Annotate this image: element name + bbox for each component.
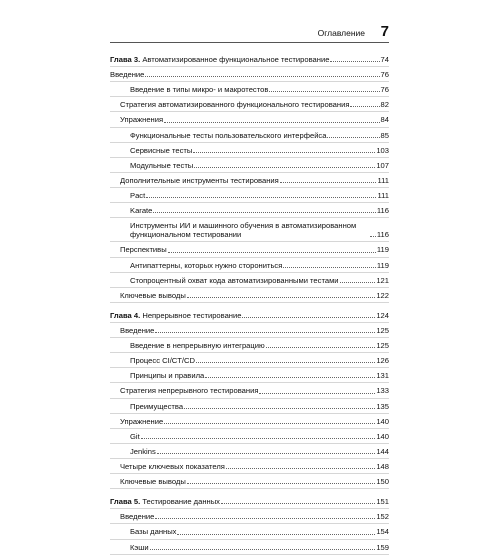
dot-leader [242, 317, 375, 318]
toc-entry [110, 97, 389, 112]
toc-page-number: 85 [380, 130, 389, 140]
toc-entry-text: Принципы и правила [130, 371, 205, 381]
toc-entry-text: Jenkins [130, 446, 156, 456]
toc-entry [110, 509, 389, 524]
toc-entry [110, 188, 389, 203]
toc-page-number: 131 [376, 371, 389, 381]
toc-page-number: 82 [380, 100, 389, 110]
toc-entry-text: Введение [110, 70, 145, 80]
toc-entry-title [130, 371, 204, 380]
dot-leader [155, 518, 375, 519]
toc-entry [110, 524, 389, 539]
toc-entry-text: Упражнение [120, 416, 164, 426]
dot-leader [327, 137, 379, 138]
toc-page-number: 140 [376, 431, 389, 441]
dot-leader [193, 152, 375, 153]
toc-entry [110, 52, 389, 67]
dot-leader [350, 106, 379, 107]
toc-entry [110, 128, 389, 143]
toc-page-number: 133 [376, 386, 389, 396]
toc-entry-text: Стратегия непрерывного тестирования [120, 386, 259, 396]
toc-entry-title [130, 402, 183, 411]
toc-entry-text: Автоматизированное функциональное тестирование [140, 55, 330, 64]
toc-entry [110, 273, 389, 288]
toc-entry-text: Базы данных [130, 527, 177, 537]
toc-entry [110, 414, 389, 429]
toc-page-number: 84 [380, 115, 389, 125]
toc-entry [110, 218, 389, 242]
toc-entry-text: Процесс CI/CT/CD [130, 356, 195, 366]
toc-page-number: 121 [376, 275, 389, 285]
dot-leader [187, 483, 376, 484]
toc-page-number: 119 [376, 260, 389, 270]
toc-entry-text: Pact [130, 190, 146, 200]
chapter-label: Глава 3. [110, 55, 141, 64]
toc-entry [110, 474, 389, 489]
toc-entry-text: Тестирование данных [140, 497, 220, 507]
dot-leader [184, 408, 375, 409]
toc-entry-text: Преимущества [130, 401, 184, 411]
toc-entry-text: Стратегия автоматизированного функционального тестирования [120, 100, 350, 110]
dot-leader [150, 549, 376, 550]
dot-leader [280, 182, 377, 183]
toc-page-number: 140 [376, 416, 389, 426]
dot-leader [145, 76, 379, 77]
toc-entry [110, 338, 389, 353]
toc-entry-title [130, 432, 140, 441]
toc-entry-text: Инструменты ИИ и машинного обучения в автоматизированном функциональном тестировании [130, 221, 357, 240]
dot-leader [259, 393, 375, 394]
toc-entry-title [120, 386, 258, 395]
toc-entry [110, 143, 389, 158]
dot-leader [283, 267, 376, 268]
dot-leader [266, 347, 376, 348]
toc-entry [110, 368, 389, 383]
toc-entry [110, 494, 389, 509]
toc-entry-text: Введение [120, 325, 155, 335]
page-number: 7 [380, 23, 389, 40]
toc-entry-title [130, 221, 369, 239]
toc-entry-text: Стопроцентный охват кода автоматизированными тестами [130, 275, 339, 285]
toc-entry-text: Сервисные тесты [130, 145, 193, 155]
toc-entry-title [120, 462, 225, 471]
dot-leader [187, 297, 376, 298]
toc-entry [110, 353, 389, 368]
toc-entry [110, 67, 389, 82]
toc-entry-title [110, 311, 241, 320]
dot-leader [205, 377, 375, 378]
toc-entry-title [120, 100, 349, 109]
table-of-contents [110, 52, 389, 555]
toc-entry-title [130, 131, 326, 140]
toc-entry [110, 258, 389, 273]
toc-page-number: 111 [377, 190, 389, 200]
toc-page-number: 116 [376, 206, 389, 216]
chapter-label: Глава 5. [110, 497, 141, 507]
toc-entry-text: Антипаттерны, которых нужно сторониться [130, 260, 283, 270]
header-rule [110, 42, 389, 43]
dot-leader [269, 91, 379, 92]
toc-page-number: 159 [376, 542, 389, 552]
header-title: Оглавление [317, 28, 365, 38]
toc-page-number: 125 [376, 341, 389, 351]
toc-page-number: 122 [376, 290, 389, 300]
toc-entry-text: Ключевые выводы [120, 290, 186, 300]
toc-page-number: 107 [376, 160, 389, 170]
toc-entry-title [130, 191, 145, 200]
toc-page-number: 151 [376, 497, 389, 507]
running-header [110, 23, 389, 40]
toc-entry [110, 459, 389, 474]
toc-entry-text: Ключевые выводы [120, 477, 186, 487]
toc-entry-title [130, 206, 152, 215]
toc-entry-title [110, 497, 220, 506]
toc-entry-title [130, 276, 339, 285]
toc-entry-text: Четыре ключевых показателя [120, 461, 225, 471]
toc-entry-title [130, 447, 156, 456]
dot-leader [164, 122, 379, 123]
toc-entry [110, 308, 389, 323]
toc-entry-title [120, 417, 163, 426]
toc-page-number: 135 [376, 401, 389, 411]
dot-leader [226, 468, 375, 469]
toc-entry [110, 288, 389, 303]
toc-entry-text: Перспективы [120, 245, 167, 255]
toc-entry [110, 173, 389, 188]
dot-leader [168, 252, 376, 253]
dot-leader [141, 438, 376, 439]
toc-page-number: 124 [376, 310, 389, 320]
toc-entry-text: Введение в типы микро- и макротестов [130, 85, 269, 95]
toc-entry [110, 158, 389, 173]
dot-leader [194, 167, 375, 168]
dot-leader [146, 197, 376, 198]
toc-entry-text: Дополнительные инструменты тестирования [120, 175, 279, 185]
toc-entry [110, 82, 389, 97]
toc-entry [110, 444, 389, 459]
dot-leader [330, 61, 379, 62]
toc-entry-title [110, 70, 144, 79]
toc-page-number: 150 [376, 477, 389, 487]
toc-entry [110, 112, 389, 127]
toc-page-number: 126 [376, 356, 389, 366]
dot-leader [155, 332, 375, 333]
toc-entry-text: Модульные тесты [130, 160, 194, 170]
toc-entry-title [130, 527, 176, 536]
dot-leader [164, 423, 375, 424]
toc-entry-title [120, 512, 154, 521]
dot-leader [177, 534, 375, 535]
toc-entry-text: Karate [130, 206, 153, 216]
toc-entry-title [130, 261, 282, 270]
toc-entry-title [130, 341, 265, 350]
toc-entry-title [120, 115, 163, 124]
toc-entry-title [130, 161, 193, 170]
dot-leader [221, 503, 375, 504]
toc-page-number: 119 [376, 245, 389, 255]
toc-page-number: 152 [376, 512, 389, 522]
toc-entry-title [130, 146, 192, 155]
toc-entry-title [130, 356, 195, 365]
toc-entry-text: Упражнения [120, 115, 164, 125]
toc-entry [110, 383, 389, 398]
dot-leader [340, 282, 376, 283]
toc-page-number: 144 [376, 446, 389, 456]
toc-entry [110, 399, 389, 414]
toc-page-number: 116 [376, 230, 389, 240]
toc-page-number: 76 [380, 85, 389, 95]
chapter-label: Глава 4. [110, 310, 141, 320]
toc-page-number: 154 [376, 527, 389, 537]
toc-entry-title [120, 326, 154, 335]
toc-page-number: 103 [376, 145, 389, 155]
toc-entry-title [130, 85, 268, 94]
toc-entry [110, 323, 389, 338]
dot-leader [157, 453, 376, 454]
toc-entry [110, 203, 389, 218]
toc-entry [110, 242, 389, 257]
toc-entry-title [120, 477, 186, 486]
toc-entry [110, 540, 389, 555]
dot-leader [196, 362, 375, 363]
toc-entry-text: Функциональные тесты пользовательского интерфейса [130, 130, 327, 140]
toc-entry [110, 429, 389, 444]
dot-leader [370, 236, 376, 237]
toc-entry-title [130, 543, 149, 552]
toc-entry-title [110, 55, 329, 64]
toc-page-number: 111 [377, 175, 389, 185]
toc-page-number: 125 [376, 325, 389, 335]
toc-entry-text: Кэши [130, 542, 149, 552]
toc-entry-text: Git [130, 431, 140, 441]
toc-entry-title [120, 245, 167, 254]
toc-entry-text: Непрерывное тестирование [140, 310, 242, 320]
toc-entry-text: Введение в непрерывную интеграцию [130, 341, 265, 351]
toc-entry-text: Введение [120, 512, 155, 522]
toc-page-number: 74 [380, 55, 389, 64]
toc-entry-title [120, 291, 186, 300]
toc-page-number: 148 [376, 461, 389, 471]
toc-entry-title [120, 176, 279, 185]
dot-leader [153, 212, 376, 213]
toc-page-number: 76 [380, 70, 389, 80]
